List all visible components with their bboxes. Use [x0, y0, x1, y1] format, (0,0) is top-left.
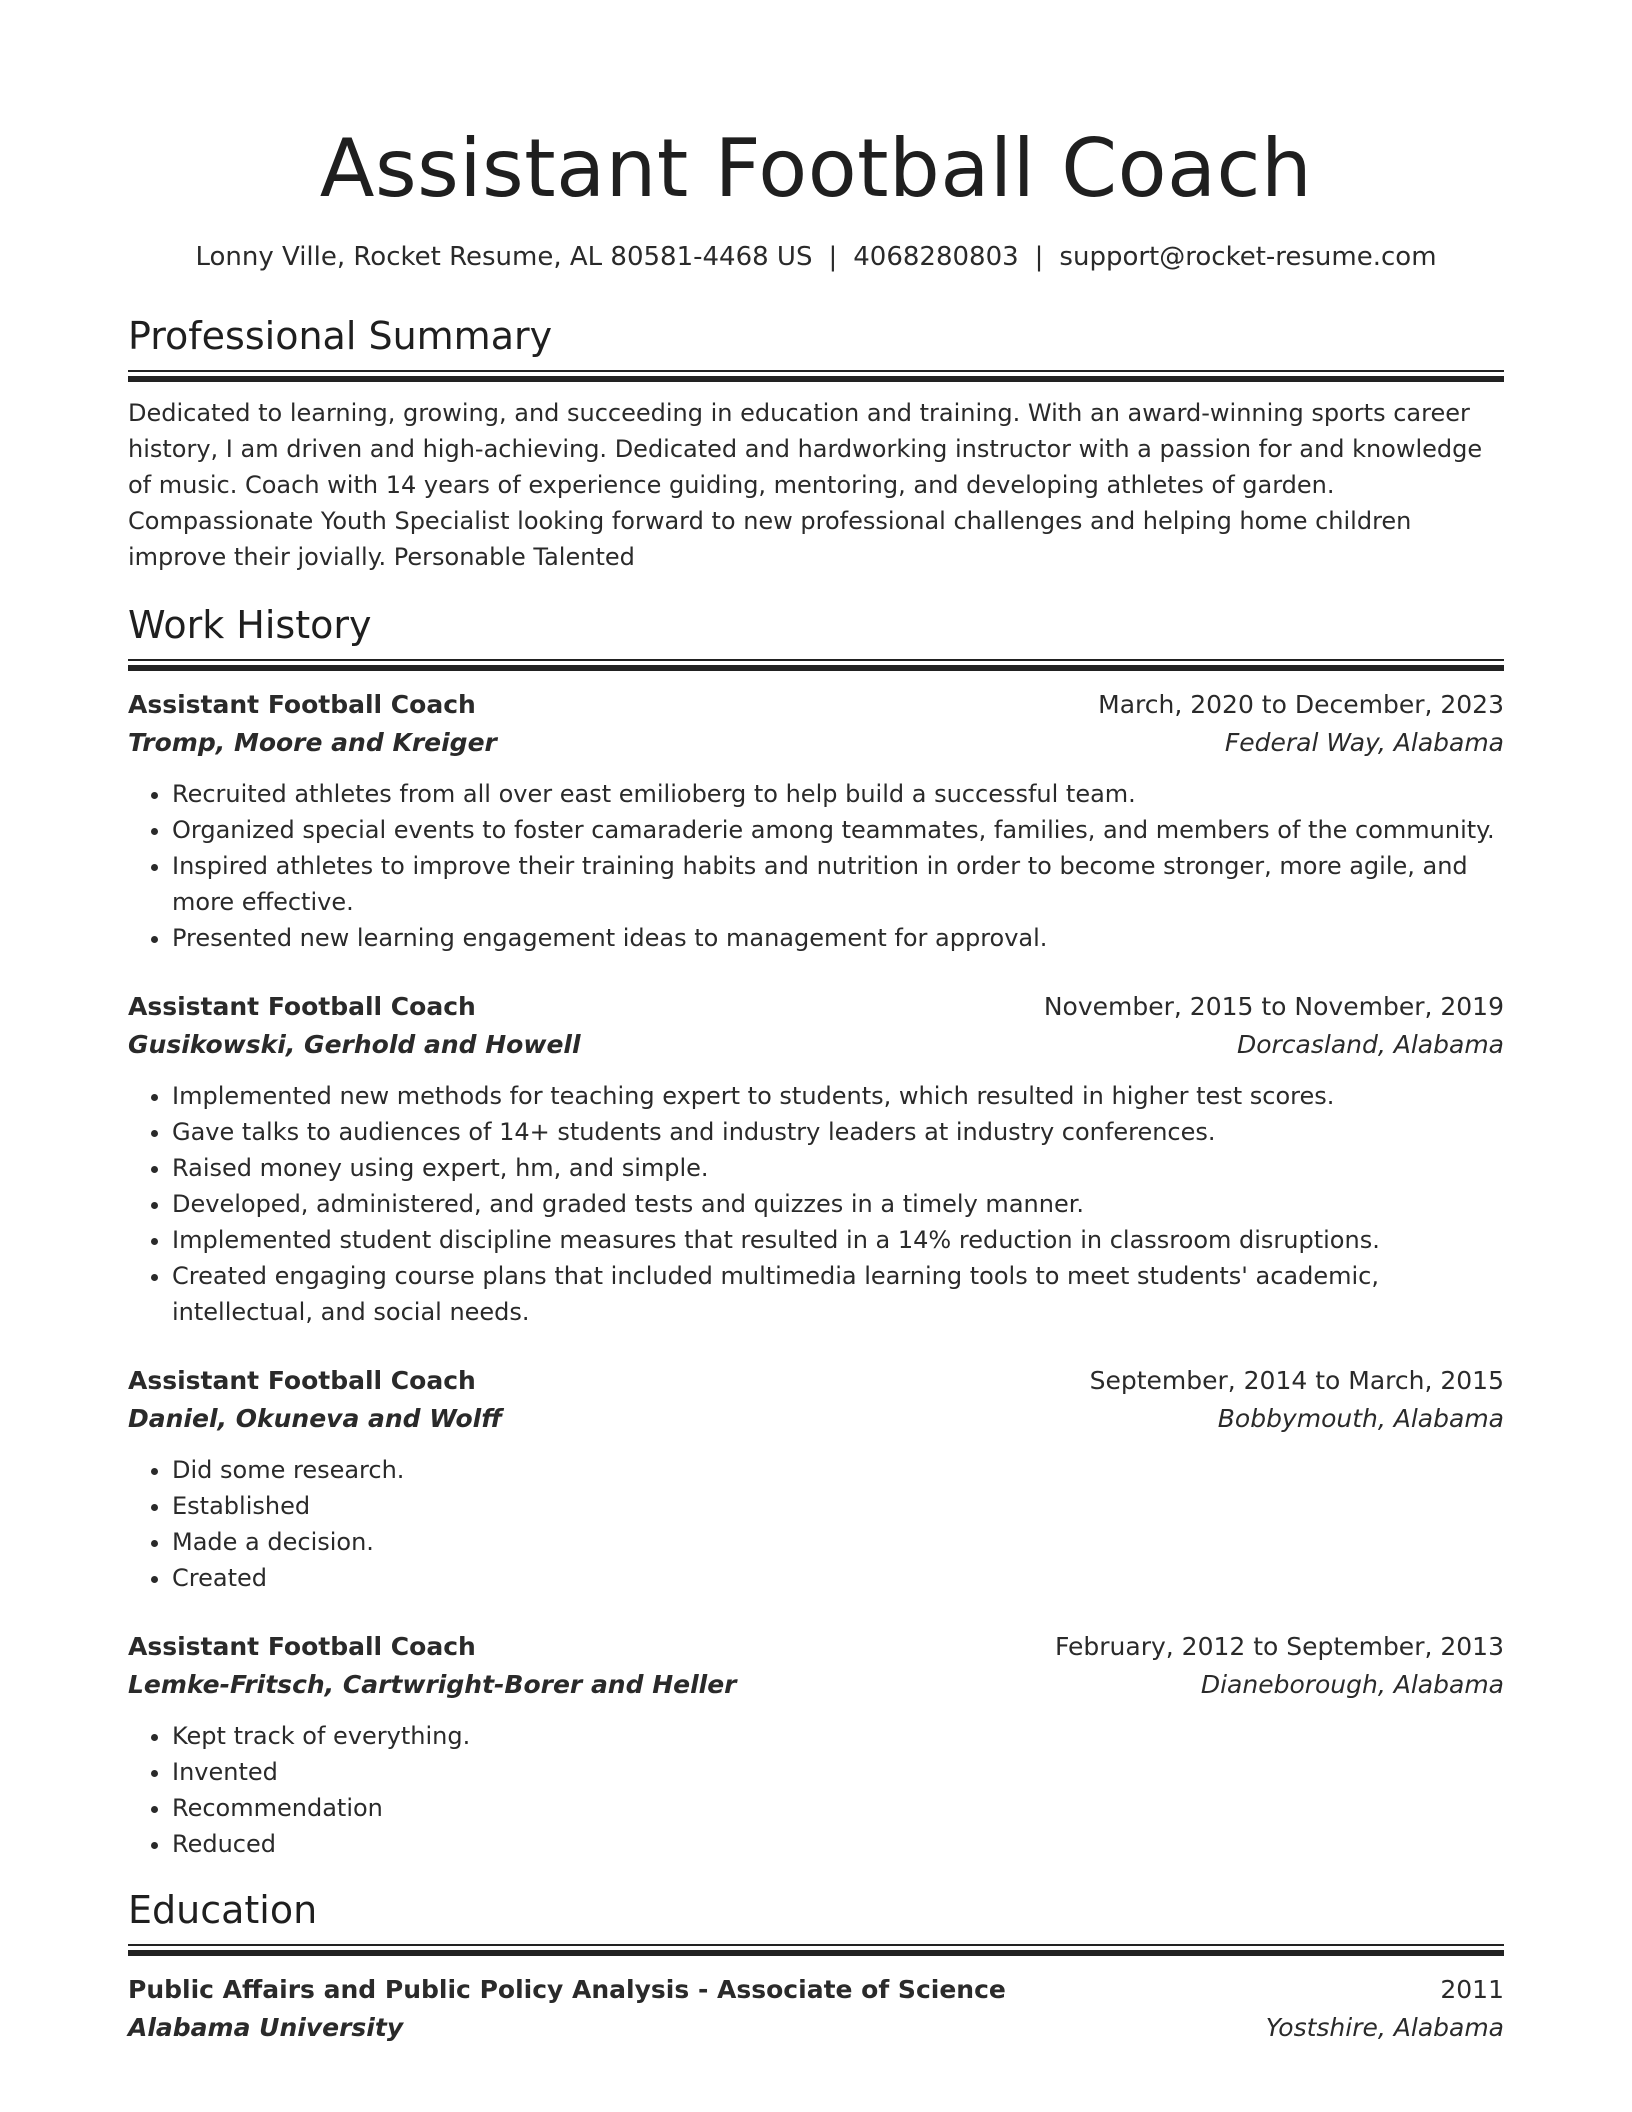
education-degree: Public Affairs and Public Policy Analysis - Associate of Science [128, 1975, 1006, 2004]
job-dates: February, 2012 to September, 2013 [1055, 1632, 1504, 1661]
section-divider [128, 659, 1504, 674]
job-dates: November, 2015 to November, 2019 [1043, 992, 1504, 1021]
job-location: Bobbymouth, Alabama [1217, 1404, 1504, 1433]
education-section [128, 1886, 1504, 2047]
list-item: • Reduced [172, 1826, 1504, 1862]
list-item: • Recommendation [172, 1790, 1504, 1826]
job-header-row [128, 1362, 1504, 1400]
section-heading-work: Work History [128, 603, 372, 647]
job-company: Daniel, Okuneva and Wolff [128, 1404, 503, 1433]
job-company: Lemke-Fritsch, Cartwright-Borer and Heller [128, 1670, 737, 1699]
section-heading-summary: Professional Summary [128, 314, 553, 358]
section-divider [128, 1944, 1504, 1959]
job-company-row [128, 1666, 1504, 1704]
list-item: • Implemented new methods for teaching expert to students, which resulted in higher test scores. [172, 1078, 1504, 1114]
job-entry [128, 686, 1504, 956]
job-title: Assistant Football Coach [128, 1366, 476, 1395]
education-entry [128, 1971, 1504, 2047]
job-company: Gusikowski, Gerhold and Howell [128, 1030, 581, 1059]
resume-name: Assistant Football Coach [319, 122, 1313, 215]
contact-address: Lonny Ville, Rocket Resume, AL 80581-4468 US [195, 242, 813, 272]
summary-section [128, 312, 1504, 575]
list-item: • Organized special events to foster camaraderie among teammates, families, and members of the community. [172, 812, 1504, 848]
list-item: • Implemented student discipline measures that resulted in a 14% reduction in classroom disruptions. [172, 1222, 1504, 1258]
job-company-row [128, 1026, 1504, 1064]
contact-phone: 4068280803 [853, 242, 1019, 272]
job-location: Dianeborough, Alabama [1200, 1670, 1504, 1699]
list-item: • Developed, administered, and graded tests and quizzes in a timely manner. [172, 1186, 1504, 1222]
work-history-section [128, 601, 1504, 1862]
list-item: • Recruited athletes from all over east emilioberg to help build a successful team. [172, 776, 1504, 812]
job-title: Assistant Football Coach [128, 1632, 476, 1661]
education-location: Yostshire, Alabama [1265, 2013, 1504, 2042]
education-school: Alabama University [128, 2013, 404, 2042]
job-bullets [128, 776, 1504, 956]
contact-email: support@rocket-resume.com [1059, 242, 1437, 272]
job-company: Tromp, Moore and Kreiger [128, 728, 497, 757]
list-item: • Kept track of everything. [172, 1718, 1504, 1754]
section-divider [128, 370, 1504, 385]
list-item: • Raised money using expert, hm, and simple. [172, 1150, 1504, 1186]
job-bullets [128, 1078, 1504, 1330]
job-company-row [128, 1400, 1504, 1438]
summary-text: Dedicated to learning, growing, and succeeding in education and training. With an award-winning sports career history, I am driven and high-achieving. Dedicated and hardworking instructor with a passion for and knowledge of music. Coach with 14 years of experience guiding, mentoring, and developing athletes of garden. Compassionate Youth Specialist looking forward to new professional challenges and helping home children improve their jovially. Personable Talented [128, 399, 1483, 571]
job-entry [128, 988, 1504, 1330]
education-year: 2011 [1440, 1975, 1504, 2004]
list-item: • Gave talks to audiences of 14+ students and industry leaders at industry conferences. [172, 1114, 1504, 1150]
list-item: • Inspired athletes to improve their training habits and nutrition in order to become stronger, more agile, and more effective. [172, 848, 1504, 920]
job-location: Dorcasland, Alabama [1236, 1030, 1504, 1059]
list-item: • Presented new learning engagement ideas to management for approval. [172, 920, 1504, 956]
contact-separator: | [828, 242, 838, 272]
job-title: Assistant Football Coach [128, 690, 476, 719]
education-school-row [128, 2009, 1504, 2047]
job-dates: March, 2020 to December, 2023 [1098, 690, 1504, 719]
job-header-row [128, 686, 1504, 724]
job-header-row [128, 988, 1504, 1026]
section-heading-education: Education [128, 1888, 318, 1932]
job-location: Federal Way, Alabama [1224, 728, 1504, 757]
list-item: • Invented [172, 1754, 1504, 1790]
job-entry [128, 1628, 1504, 1862]
job-company-row [128, 724, 1504, 762]
list-item: • Established [172, 1488, 1504, 1524]
job-header-row [128, 1628, 1504, 1666]
job-title: Assistant Football Coach [128, 992, 476, 1021]
job-dates: September, 2014 to March, 2015 [1089, 1366, 1504, 1395]
job-bullets [128, 1718, 1504, 1862]
job-bullets [128, 1452, 1504, 1596]
education-header-row [128, 1971, 1504, 2009]
job-entry [128, 1362, 1504, 1596]
contact-separator: | [1034, 242, 1044, 272]
list-item: • Made a decision. [172, 1524, 1504, 1560]
list-item: • Created engaging course plans that included multimedia learning tools to meet students' academic, intellectual, and social needs. [172, 1258, 1504, 1330]
list-item: • Created [172, 1560, 1504, 1596]
contact-line [128, 240, 1504, 274]
list-item: • Did some research. [172, 1452, 1504, 1488]
